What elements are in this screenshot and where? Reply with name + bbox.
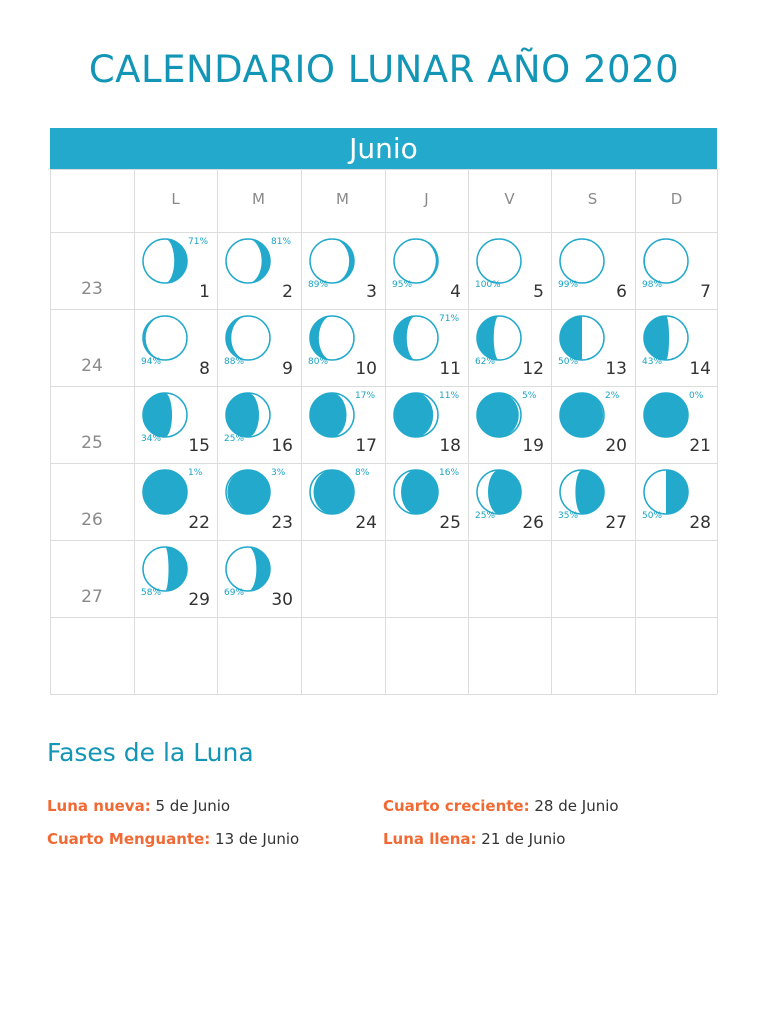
day-cell[interactable] [302, 232, 385, 309]
day-number: 29 [188, 590, 210, 610]
phase-date: 28 de Junio [534, 797, 619, 815]
day-number: 15 [188, 436, 210, 456]
day-cell[interactable] [386, 232, 469, 309]
moon-phase-icon [642, 314, 690, 362]
weekday-header: M [252, 190, 265, 208]
phase-first-quarter [383, 797, 619, 815]
moon-phase-icon [392, 314, 440, 362]
week-number: 24 [81, 356, 103, 376]
phase-date: 21 de Junio [481, 830, 566, 848]
illumination-percent: 25% [475, 511, 496, 521]
day-cell[interactable] [218, 463, 301, 540]
illumination-percent: 95% [392, 280, 413, 290]
day-number: 25 [439, 513, 461, 533]
day-cell[interactable] [302, 309, 385, 386]
moon-phase-icon [392, 468, 440, 516]
moon-shadow [143, 470, 187, 514]
illumination-percent: 62% [475, 357, 496, 367]
weekday-header: L [171, 190, 180, 208]
illumination-percent: 16% [439, 468, 460, 478]
phase-label: Luna llena: [383, 830, 477, 848]
phases-heading: Fases de la Luna [47, 738, 254, 767]
day-cell[interactable] [636, 386, 719, 463]
moon-phase-icon [642, 237, 690, 285]
illumination-percent: 2% [605, 391, 620, 401]
illumination-percent: 81% [271, 237, 292, 247]
day-cell[interactable] [469, 232, 552, 309]
day-cell[interactable] [552, 309, 635, 386]
moon-phase-icon [558, 237, 606, 285]
day-cell[interactable] [469, 386, 552, 463]
moon-phase-icon [392, 237, 440, 285]
day-number: 20 [605, 436, 627, 456]
day-cell[interactable] [135, 463, 218, 540]
illumination-percent: 58% [141, 588, 162, 598]
moon-shadow [227, 470, 270, 514]
weekday-header: M [336, 190, 349, 208]
day-cell[interactable] [386, 463, 469, 540]
moon-phase-icon [141, 314, 189, 362]
phase-date: 13 de Junio [215, 830, 300, 848]
moon-phase-icon [558, 468, 606, 516]
day-number: 14 [689, 359, 711, 379]
day-cell[interactable] [552, 463, 635, 540]
day-number: 9 [282, 359, 293, 379]
moon-phase-icon [141, 468, 189, 516]
moon-shadow [644, 316, 669, 360]
moon-phase-icon [475, 237, 523, 285]
day-number: 6 [616, 282, 627, 302]
day-number: 28 [689, 513, 711, 533]
moon-shadow [143, 393, 172, 437]
day-number: 5 [533, 282, 544, 302]
illumination-percent: 100% [475, 280, 501, 290]
day-cell[interactable] [469, 309, 552, 386]
phase-date: 5 de Junio [155, 797, 231, 815]
moon-phase-icon [224, 237, 272, 285]
illumination-percent: 88% [224, 357, 245, 367]
day-number: 1 [199, 282, 210, 302]
day-number: 3 [366, 282, 377, 302]
illumination-percent: 69% [224, 588, 245, 598]
illumination-percent: 1% [188, 468, 203, 478]
day-cell[interactable] [386, 386, 469, 463]
moon-phase-icon [475, 468, 523, 516]
day-number: 4 [450, 282, 461, 302]
day-cell[interactable] [469, 463, 552, 540]
page-title: CALENDARIO LUNAR AÑO 2020 [88, 48, 680, 91]
day-cell[interactable] [386, 309, 469, 386]
day-cell[interactable] [302, 386, 385, 463]
phase-full-moon [383, 830, 565, 848]
day-number: 23 [271, 513, 293, 533]
moon-shadow [488, 470, 521, 514]
illumination-percent: 94% [141, 357, 162, 367]
day-number: 18 [439, 436, 461, 456]
moon-shadow [226, 393, 259, 437]
day-number: 24 [355, 513, 377, 533]
day-cell[interactable] [135, 386, 218, 463]
moon-phase-icon [141, 391, 189, 439]
weekday-header: S [587, 190, 598, 208]
weekday-header: D [670, 190, 683, 208]
day-number: 16 [271, 436, 293, 456]
moon-phase-icon [392, 391, 440, 439]
day-cell[interactable] [302, 463, 385, 540]
day-number: 19 [522, 436, 544, 456]
phase-last-quarter [47, 830, 299, 848]
moon-phase-icon [558, 391, 606, 439]
day-cell[interactable] [218, 540, 301, 617]
phase-new-moon [47, 797, 230, 815]
moon-phase-icon [558, 314, 606, 362]
moon-shadow [644, 393, 688, 437]
moon-phase-icon [308, 468, 356, 516]
day-cell[interactable] [218, 309, 301, 386]
moon-phase-icon [141, 545, 189, 593]
phase-label: Cuarto creciente: [383, 797, 530, 815]
day-cell[interactable] [135, 232, 218, 309]
day-number: 26 [522, 513, 544, 533]
grid-line-vertical [50, 169, 51, 694]
moon-phase-icon [224, 391, 272, 439]
day-cell[interactable] [135, 309, 218, 386]
moon-phase-icon [224, 314, 272, 362]
day-number: 8 [199, 359, 210, 379]
week-number: 27 [81, 587, 103, 607]
moon-phase-icon [141, 237, 189, 285]
day-number: 10 [355, 359, 377, 379]
day-number: 12 [522, 359, 544, 379]
day-number: 30 [271, 590, 293, 610]
phase-label: Cuarto Menguante: [47, 830, 211, 848]
moon-phase-icon [475, 391, 523, 439]
illumination-percent: 89% [308, 280, 329, 290]
weekday-header: V [504, 190, 515, 208]
day-cell[interactable] [636, 463, 719, 540]
illumination-percent: 25% [224, 434, 245, 444]
day-cell[interactable] [135, 540, 218, 617]
illumination-percent: 99% [558, 280, 579, 290]
illumination-percent: 17% [355, 391, 376, 401]
moon-phase-icon [308, 237, 356, 285]
illumination-percent: 50% [558, 357, 579, 367]
illumination-percent: 43% [642, 357, 663, 367]
moon-phase-icon [224, 468, 272, 516]
illumination-percent: 3% [271, 468, 286, 478]
day-cell[interactable] [552, 232, 635, 309]
moon-phase-icon [475, 314, 523, 362]
illumination-percent: 34% [141, 434, 162, 444]
illumination-percent: 71% [439, 314, 460, 324]
day-number: 13 [605, 359, 627, 379]
day-cell[interactable] [636, 309, 719, 386]
illumination-percent: 80% [308, 357, 329, 367]
moon-outline [477, 239, 521, 283]
moon-phase-icon [224, 545, 272, 593]
moon-shadow [560, 316, 582, 360]
week-number: 23 [81, 279, 103, 299]
day-cell[interactable] [552, 386, 635, 463]
illumination-percent: 98% [642, 280, 663, 290]
illumination-percent: 50% [642, 511, 663, 521]
week-number: 25 [81, 433, 103, 453]
moon-shadow [575, 470, 604, 514]
grid-line-horizontal [50, 694, 717, 695]
day-number: 27 [605, 513, 627, 533]
weekday-header: J [424, 190, 429, 208]
moon-shadow [666, 470, 688, 514]
illumination-percent: 8% [355, 468, 370, 478]
day-cell[interactable] [218, 386, 301, 463]
day-number: 7 [700, 282, 711, 302]
moon-phase-icon [308, 391, 356, 439]
phase-label: Luna nueva: [47, 797, 151, 815]
illumination-percent: 35% [558, 511, 579, 521]
moon-phase-icon [308, 314, 356, 362]
illumination-percent: 11% [439, 391, 460, 401]
day-number: 2 [282, 282, 293, 302]
month-header: Junio [50, 128, 717, 169]
week-number: 26 [81, 510, 103, 530]
day-cell[interactable] [218, 232, 301, 309]
moon-shadow [560, 393, 603, 437]
day-cell[interactable] [636, 232, 719, 309]
moon-phase-icon [642, 391, 690, 439]
day-number: 22 [188, 513, 210, 533]
illumination-percent: 71% [188, 237, 209, 247]
day-number: 21 [689, 436, 711, 456]
day-number: 17 [355, 436, 377, 456]
illumination-percent: 5% [522, 391, 537, 401]
grid-line-horizontal [50, 169, 717, 170]
illumination-percent: 0% [689, 391, 704, 401]
day-number: 11 [439, 359, 461, 379]
moon-phase-icon [642, 468, 690, 516]
